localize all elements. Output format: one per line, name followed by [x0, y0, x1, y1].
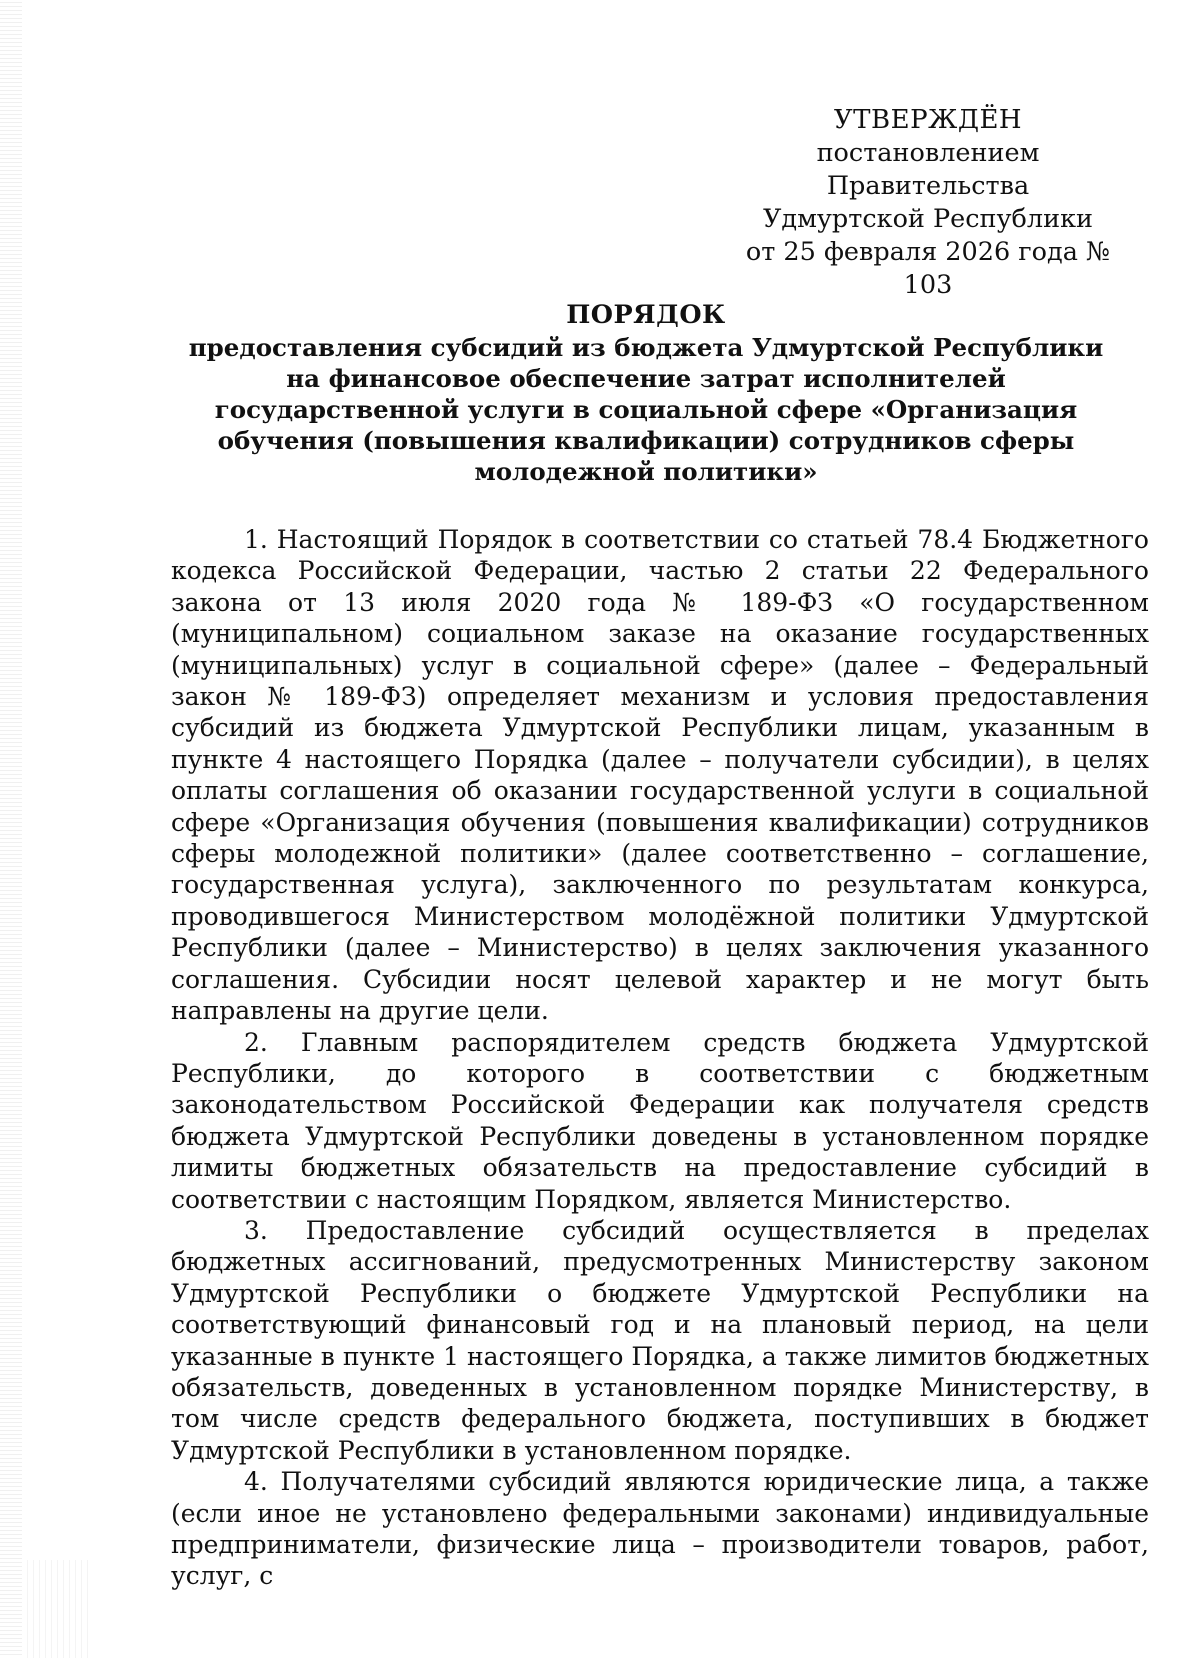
paragraph-3: 3. Предоставление субсидий осуществляется в пределах бюджетных ассигнований, предусмотренных Министерству законом Удмуртской Республики о бюджете Удмуртской Республики на соответствующий финансовый год и на плановый период, на цели указанные в пункте 1 настоящего Порядка, а также лимитов бюджетных обязательств, доведенных в установленном порядке Министерству, в том числе средств федерального бюджета, поступивших в бюджет Удмуртской Республики в установленном порядке. [171, 1215, 1149, 1465]
document-body [171, 524, 1149, 1592]
document-heading: ПОРЯДОК [566, 300, 726, 330]
scan-edge-artifact [0, 0, 22, 1658]
paragraph-4: 4. Получателями субсидий являются юридические лица, а также (если иное не установлено федеральными законами) индивидуальные предприниматели, физические лица – производители товаров, работ, услуг, с [171, 1467, 1149, 1591]
document-subtitle: предоставления субсидий из бюджета Удмуртской Республики на финансовое обеспечение затрат исполнителей государственной услуги в социальной сфере «Организация обучения (повышения квалификации) сотрудников сферы молодежной политики» [188, 333, 1104, 486]
approval-line-2: Удмуртской Республики [762, 204, 1094, 234]
approval-line-1: постановлением Правительства [816, 138, 1040, 201]
scan-corner-artifact [22, 1560, 92, 1658]
document-title-block [176, 298, 1116, 487]
approval-line-3: от 25 февраля 2026 года № 103 [745, 237, 1111, 300]
approval-stamp: УТВЕРЖДЁН [833, 105, 1023, 135]
approval-stamp-block [718, 104, 1138, 302]
paragraph-1: 1. Настоящий Порядок в соответствии со статьей 78.4 Бюджетного кодекса Российской Федерации, частью 2 статьи 22 Федерального закона от 13 июля 2020 года № 189-ФЗ «О государственном (муниципальном) социальном заказе на оказание государственных (муниципальных) услуг в социальной сфере» (далее – Федеральный закон № 189-ФЗ) определяет механизм и условия предоставления субсидий из бюджета Удмуртской Республики лицам, указанным в пункте 4 настоящего Порядка (далее – получатели субсидии), в целях оплаты соглашения об оказании государственной услуги в социальной сфере «Организация обучения (повышения квалификации) сотрудников сферы молодежной политики» (далее соответственно – соглашение, государственная услуга), заключенного по результатам конкурса, проводившегося Министерством молодёжной политики Удмуртской Республики (далее – Министерство) в целях заключения указанного соглашения. Субсидии носят целевой характер и не могут быть направлены на другие цели. [171, 525, 1149, 1026]
paragraph-2: 2. Главным распорядителем средств бюджета Удмуртской Республики, до которого в соответствии с бюджетным законодательством Российской Федерации как получателя средств бюджета Удмуртской Республики доведены в установленном порядке лимиты бюджетных обязательств на предоставление субсидий в соответствии с настоящим Порядком, является Министерство. [171, 1027, 1149, 1214]
